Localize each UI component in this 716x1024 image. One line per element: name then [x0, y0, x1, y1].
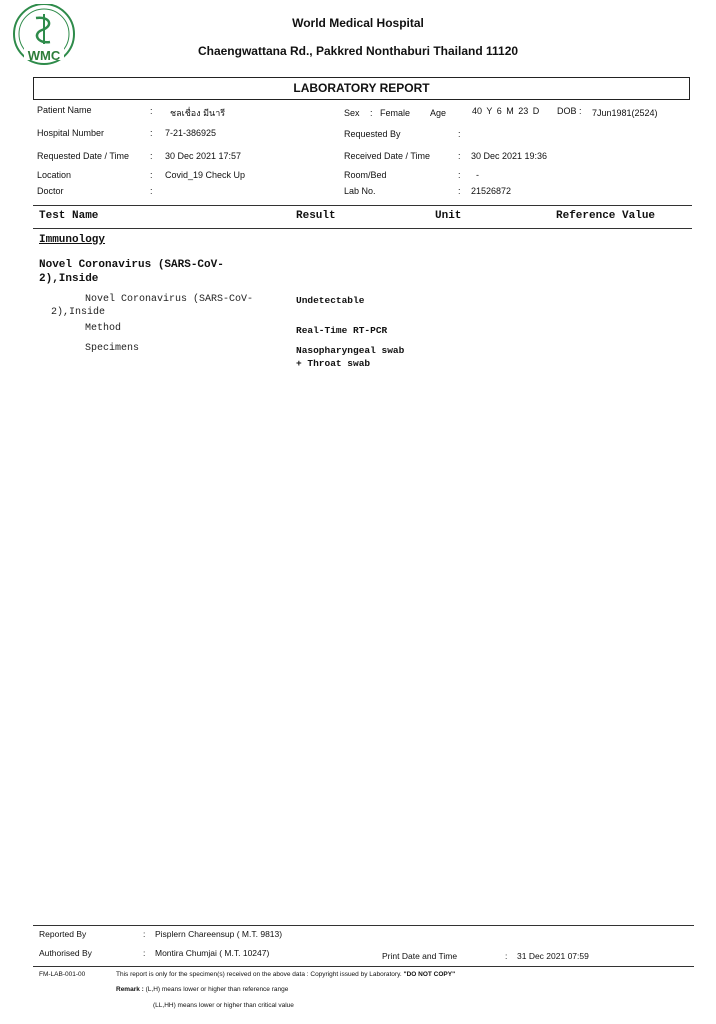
lab-no-value: 21526872 [471, 186, 512, 196]
col-result: Result [296, 210, 336, 222]
requested-by-label: Requested By [344, 129, 401, 139]
col-reference: Reference Value [556, 210, 656, 222]
sex-label: Sex [344, 108, 360, 118]
section-title: Immunology [39, 234, 106, 246]
colon: : [150, 170, 153, 180]
hospital-address: Chaengwattana Rd., Pakkred Nonthaburi Thailand 11120 [197, 44, 519, 58]
test-group-line1: Novel Coronavirus (SARS-CoV- [39, 259, 224, 271]
colon: : [150, 128, 153, 138]
sex-value: Female [380, 108, 411, 118]
lab-no-label: Lab No. [344, 186, 376, 196]
col-unit: Unit [435, 210, 462, 222]
form-code: FM-LAB-001-00 [39, 971, 86, 978]
received-datetime-value: 30 Dec 2021 19:36 [471, 151, 548, 161]
remark-line-1 [116, 986, 288, 993]
requested-datetime-label: Requested Date / Time [37, 151, 130, 161]
divider [33, 925, 694, 926]
received-datetime-label: Received Date / Time [344, 151, 431, 161]
test-row-result: Real-Time RT-PCR [296, 325, 388, 336]
notice-text: This report is only for the specimen(s) received on the above data : Copyright issued by Laboratory. [116, 971, 402, 978]
test-row-name: Novel Coronavirus (SARS-CoV- [85, 294, 254, 305]
colon: : [143, 948, 146, 958]
room-bed-label: Room/Bed [344, 170, 387, 180]
hospital-name: World Medical Hospital [292, 16, 424, 30]
doctor-label: Doctor [37, 186, 64, 196]
room-bed-value: - [476, 170, 479, 180]
dob-label: DOB : [557, 106, 582, 116]
colon: : [150, 106, 153, 116]
requested-datetime-value: 30 Dec 2021 17:57 [165, 151, 242, 161]
colon: : [458, 151, 461, 161]
test-row-result: Undetectable [296, 295, 365, 306]
colon: : [150, 151, 153, 161]
test-group-line2: 2),Inside [39, 273, 99, 285]
col-test-name: Test Name [39, 210, 99, 222]
dob-value: 7Jun1981(2524) [592, 108, 658, 118]
divider [33, 966, 694, 967]
colon: : [150, 186, 153, 196]
test-row-name: Method [85, 323, 122, 334]
remark-label: Remark : [116, 986, 144, 993]
authorised-by-label: Authorised By [39, 948, 92, 958]
copyright-notice [116, 971, 455, 978]
location-value: Covid_19 Check Up [165, 170, 246, 180]
test-row-result-cont: + Throat swab [296, 358, 371, 369]
colon: : [370, 108, 373, 118]
colon: : [143, 929, 146, 939]
age-value: 40 Y 6 M 23 D [472, 106, 540, 116]
remark-line-2: (LL,HH) means lower or higher than critical value [153, 1002, 294, 1009]
print-datetime-label: Print Date and Time [382, 951, 458, 961]
test-row-name-cont: 2),Inside [51, 307, 106, 318]
print-datetime-value: 31 Dec 2021 07:59 [517, 951, 589, 961]
authorised-by-value: Montira Chumjai ( M.T. 10247) [155, 948, 270, 958]
reported-by-value: Pisplern Chareensup ( M.T. 9813) [155, 929, 283, 939]
remark-text-1: (L,H) means lower or higher than reference range [145, 986, 289, 993]
hospital-number-value: 7-21-386925 [165, 128, 217, 138]
patient-name-value: ชลเชื่อง มีนารี [170, 108, 226, 118]
colon: : [458, 186, 461, 196]
logo-text: WMC [27, 48, 61, 63]
test-row-result: Nasopharyngeal swab [296, 345, 405, 356]
age-label: Age [430, 108, 447, 118]
reported-by-label: Reported By [39, 929, 87, 939]
test-row-name: Specimens [85, 343, 140, 354]
location-label: Location [37, 170, 72, 180]
do-not-copy: "DO NOT COPY" [403, 971, 456, 978]
patient-name-label: Patient Name [37, 105, 92, 115]
colon: : [505, 951, 508, 961]
report-title: LABORATORY REPORT [33, 77, 690, 100]
divider [33, 205, 692, 206]
test-group-title [39, 258, 224, 286]
hospital-number-label: Hospital Number [37, 128, 105, 138]
hospital-logo [10, 4, 78, 70]
divider [33, 228, 692, 229]
colon: : [458, 129, 461, 139]
colon: : [458, 170, 461, 180]
